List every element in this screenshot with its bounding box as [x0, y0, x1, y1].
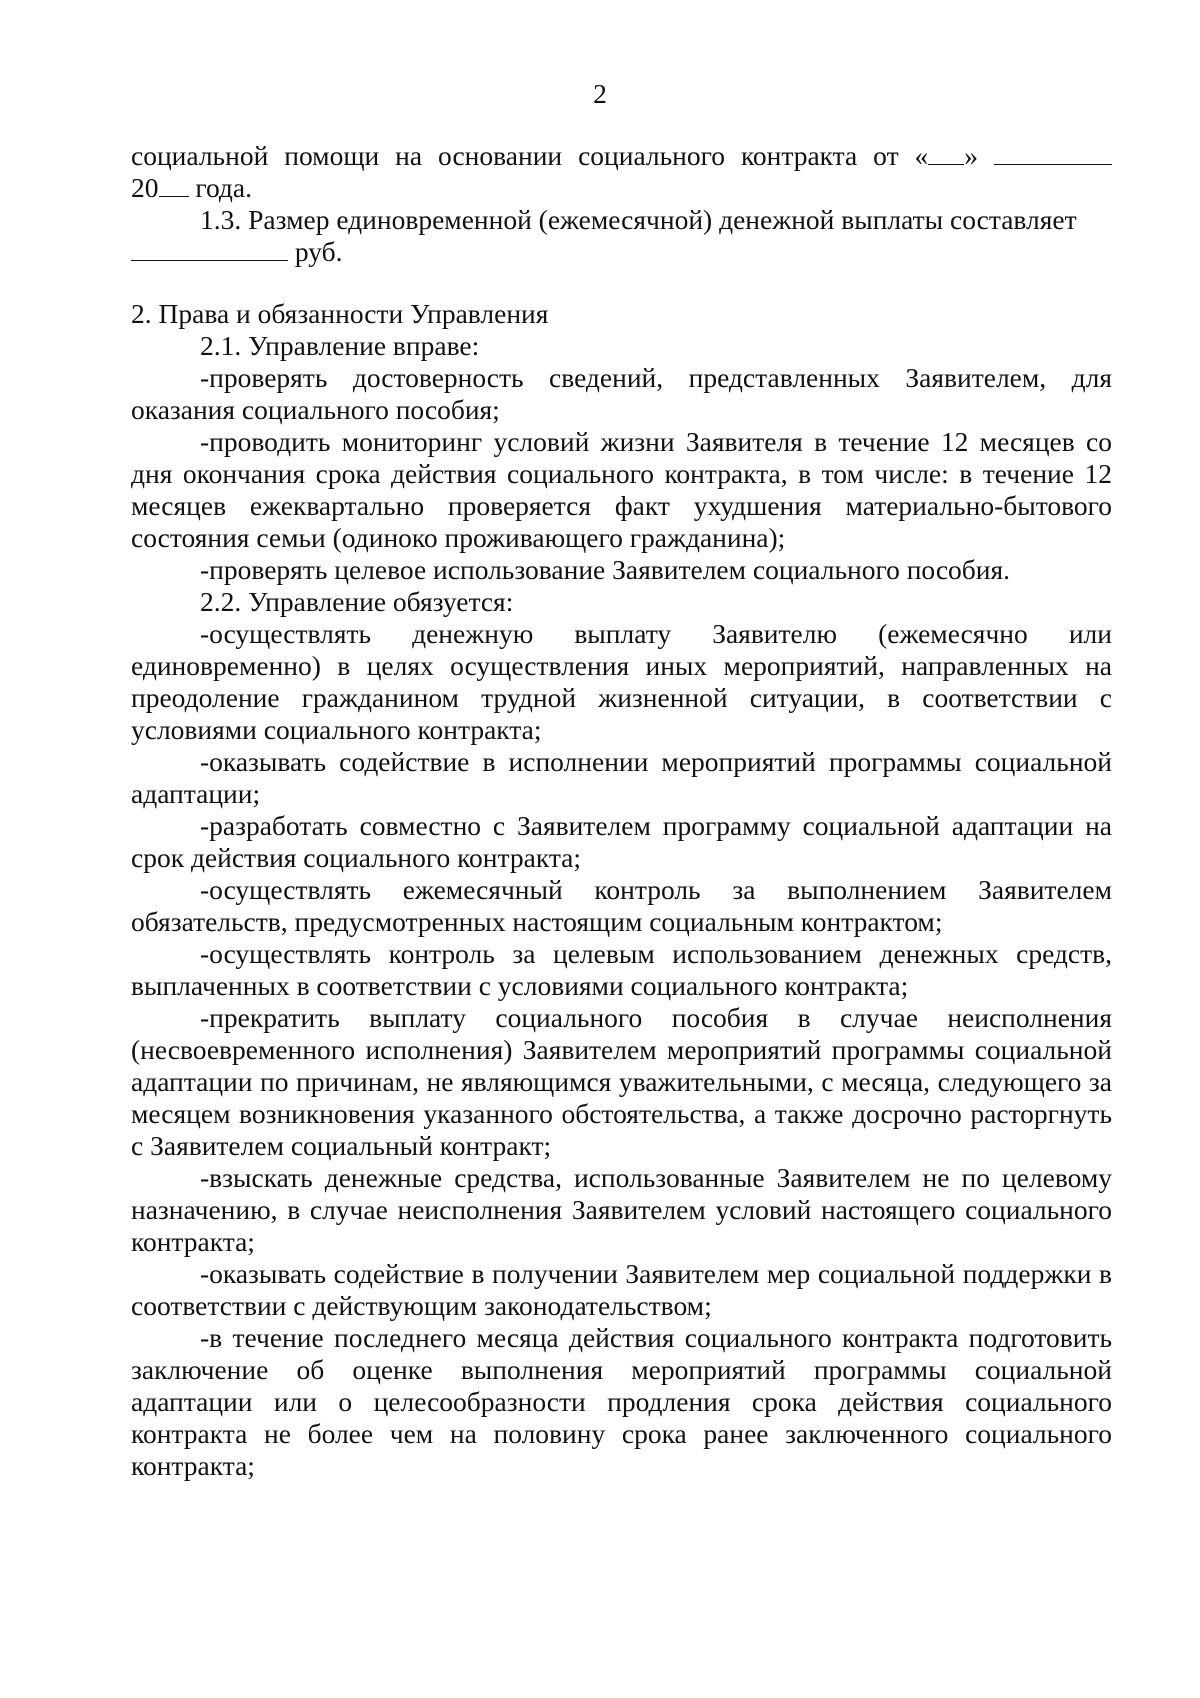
month-blank	[994, 140, 1112, 165]
year-prefix: 20	[131, 172, 159, 203]
currency-label: руб.	[294, 236, 343, 267]
section-2-2-title: 2.2. Управление обязуется:	[200, 586, 514, 617]
list-item-2-2-4: -осуществлять ежемесячный контроль за выполнением Заявителем обязательств, предусмотренных настоящим социальным контрактом;	[131, 874, 1112, 937]
list-item-2-2-6: -прекратить выплату социального пособия в случае неисполнения (несвоевременного исполнения) Заявителем мероприятий программы социальной адаптации по причинам, не являющимся уважительными, с месяца, следующего за месяцем возникновения указанного обстоятельства, а также досрочно расторгнуть с Заявителем социальный контракт;	[131, 1002, 1112, 1161]
list-item-2-2-5: -осуществлять контроль за целевым использованием денежных средств, выплаченных в соответствии с условиями социального контракта;	[131, 938, 1112, 1001]
intro-text: социальной помощи на основании социального контракта от «	[131, 140, 929, 171]
day-blank	[928, 140, 964, 165]
section-1-3-text: 1.3. Размер единовременной (ежемесячной) денежной выплаты составляет	[200, 204, 1077, 235]
list-item-2-1-1: -проверять достоверность сведений, представленных Заявителем, для оказания социального пособия;	[131, 362, 1112, 425]
list-item-2-2-1: -осуществлять денежную выплату Заявителю (ежемесячно или единовременно) в целях осуществления иных мероприятий, направленных на преодоление гражданином трудной жизненной ситуации, в соответствии с условиями социального контракта;	[131, 618, 1112, 745]
list-item-2-2-8: -оказывать содействие в получении Заявителем мер социальной поддержки в соответствии с действующим законодательством;	[131, 1258, 1112, 1321]
intro-line-2	[131, 172, 1112, 204]
list-item-2-2-9: -в течение последнего месяца действия социального контракта подготовить заключение об оценке выполнения мероприятий программы социальной адаптации или о целесообразности продления срока действия социального контракта не более чем на половину срока ранее заключенного социального контракта;	[131, 1322, 1112, 1481]
intro-line-1	[131, 140, 1112, 172]
list-item-2-2-2: -оказывать содействие в исполнении мероприятий программы социальной адаптации;	[131, 746, 1112, 809]
list-item-2-1-2: -проводить мониторинг условий жизни Заявителя в течение 12 месяцев со дня окончания срока действия социального контракта, в том числе: в течение 12 месяцев ежеквартально проверяется факт ухудшения материально-бытового состояния семьи (одиноко проживающего гражданина);	[131, 426, 1112, 553]
list-item-2-2-7: -взыскать денежные средства, использованные Заявителем не по целевому назначению, в случае неисполнения Заявителем условий настоящего социального контракта;	[131, 1162, 1112, 1257]
list-item-2-1-3: -проверять целевое использование Заявителем социального пособия.	[200, 554, 1011, 585]
amount-blank	[131, 236, 288, 261]
section-2-heading: 2. Права и обязанности Управления	[131, 298, 549, 329]
year-blank	[159, 172, 189, 197]
page-number: 2	[593, 78, 607, 109]
section-1-3	[131, 204, 1112, 268]
document-body	[131, 140, 1112, 1482]
list-item-2-2-3: -разработать совместно с Заявителем программу социальной адаптации на срок действия социального контракта;	[131, 810, 1112, 873]
quote-close: »	[964, 140, 979, 171]
year-suffix: года.	[188, 172, 252, 203]
section-2-1-title: 2.1. Управление вправе:	[200, 330, 480, 361]
